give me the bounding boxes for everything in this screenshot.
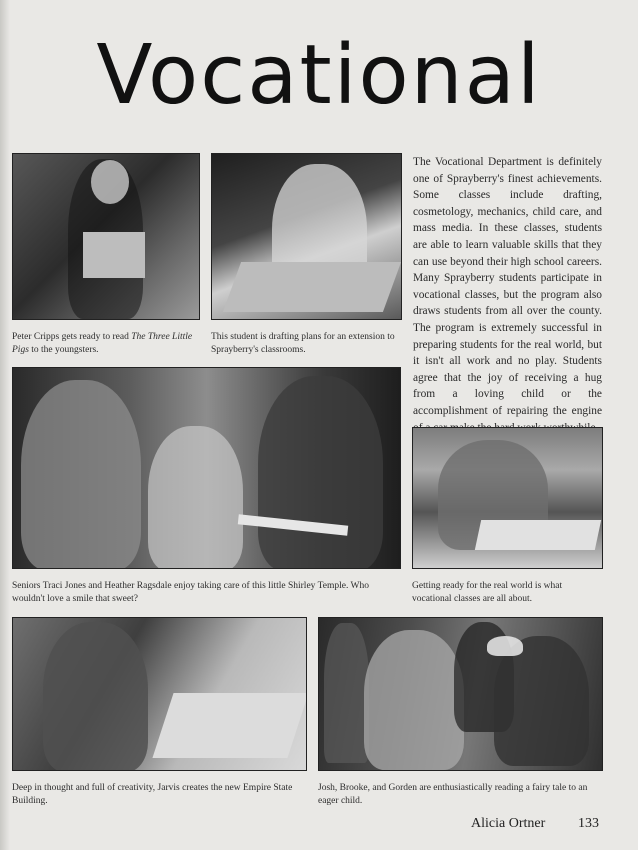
photo-getting-ready [412,427,603,569]
photo-drafting-student [211,153,402,320]
caption-seniors: Seniors Traci Jones and Heather Ragsdale enjoy taking care of this little Shirley Temple. Who wouldn't love a smile that sweet? [12,581,370,604]
caption-peter-cripps: Peter Cripps gets ready to read The Three Little Pigs to the youngsters. [12,332,193,355]
photo-fairy-tale-reading [318,617,603,771]
photographer-credit: Alicia Ortner [471,816,546,831]
page-title: Vocational [96,28,542,123]
photo-peter-cripps [12,153,200,320]
article-body: The Vocational Department is definitely one of Sprayberry's finest achievements. Some classes include drafting, cosmetology, mechanics, child care, and mass media. In these classes, students are able to learn valuable skills that they can use beyond their high school careers. Many Sprayberry students participate in vocational classes, but the program also draws students from all over the county. The program is extremely successful in preparing students for the real world, but it isn't all work and no play. Students agree that the joy of receiving a hug from a loving child or the accomplishment of repairing the engine [413,156,602,417]
caption-jarvis: Deep in thought and full of creativity, Jarvis creates the new Empire State Building. [12,783,293,806]
caption-getting-ready: Getting ready for the real world is what vocational classes are all about. [412,581,563,604]
page-number: 133 [578,816,599,831]
page-binding-edge [0,0,10,850]
caption-drafting: This student is drafting plans for an extension to Sprayberry's classrooms. [211,332,395,355]
photo-seniors-child-care [12,367,401,569]
photo-jarvis-drafting [12,617,307,771]
caption-fairy-tale: Josh, Brooke, and Gorden are enthusiastically reading a fairy tale to an eager child. [318,783,588,806]
